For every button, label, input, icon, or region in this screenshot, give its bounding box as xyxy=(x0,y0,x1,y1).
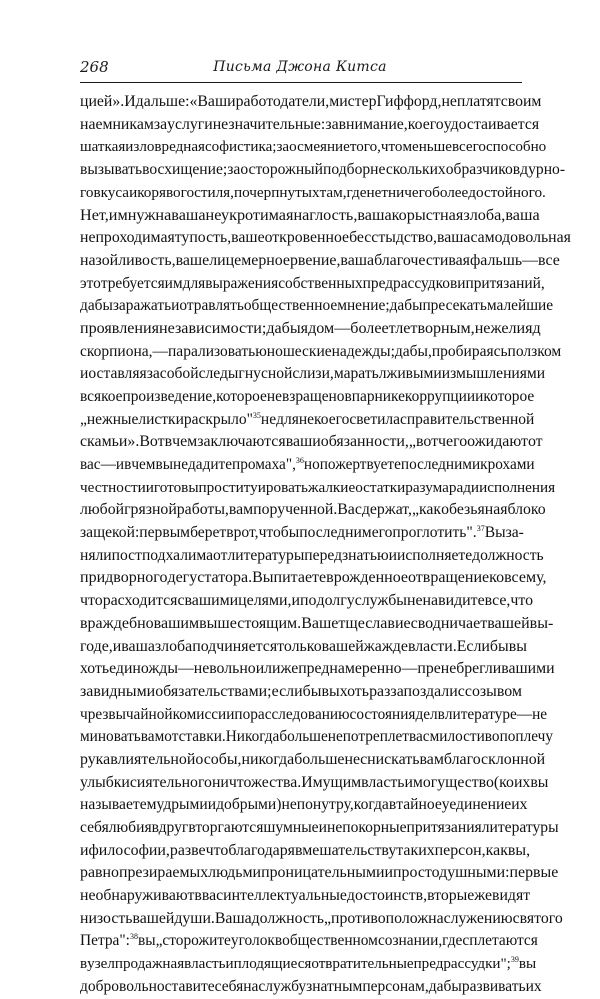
text-line: завидными обязательствами; если бы вы хоть раз запоздали с созывом xyxy=(80,682,522,700)
text-line: себялюбия вдруг вторгаются шумные и непокорные притязания литературы xyxy=(80,819,559,836)
text-line: непроходимая тупость, ваше откровенное бесстыдство, ваша самодовольная xyxy=(80,229,571,247)
text-line: всякое произведение, которое не взращено в парнике коррупции и которое xyxy=(80,387,535,405)
text-line: назойливость, ваше лицемерное рвение, ваша благочестивая фальшь — все xyxy=(80,251,560,269)
text-line: рука влиятельной особы, никогда больше не снискать вам благосклонной xyxy=(80,750,546,768)
text-line: проявления независимости; дабы ядом — более тлетворным, нежели яд xyxy=(80,319,541,337)
header-rule xyxy=(80,82,522,83)
footnote-marker: 36 xyxy=(295,456,304,465)
text-line: „нежные листки раскрыло"$^{35}$ не для некоего светила с правительственной xyxy=(80,410,535,428)
text-line: любой грязной работы, вам порученной. Вас держат, „как обезьяна яблоко xyxy=(80,501,546,519)
page-number: 268 xyxy=(80,58,109,76)
text-line: вызывать восхищение; за осторожный подбор нескольких образчиков дурно- xyxy=(80,161,566,179)
text-line: придворного дегустатора. Вы питаете врожденное отвращение ко всему, xyxy=(80,569,547,587)
text-line: цией». И дальше: «Ваши работодатели, мистер Гиффорд, не платят своим xyxy=(80,93,542,110)
text-line: враждебно вашим вышестоящим. Ваше тщеславие сводничает вашей вы- xyxy=(80,614,554,632)
text-line: хоть единожды — невольно или же преднамеренно — пренебрегли вашими xyxy=(80,660,555,678)
text-line: няли пост подхалима от литературы перед знатью и исполняете должность xyxy=(80,546,544,564)
text-line: го вкуса и корявого стиля, почерпнутых там, где нет ничего более достойного. xyxy=(80,183,546,201)
text-line: улыбки сиятельного ничтожества. Имущим власть и могущество (коих вы xyxy=(80,773,549,791)
footnote-marker: 39 xyxy=(510,955,519,965)
text-line: называете мудрыми и добрыми) не по нутру, когда в тайное уединение их xyxy=(80,796,528,814)
text-line: годе, и ваша злоба подчиняется только вашей жажде власти. Если бы вы xyxy=(80,637,527,655)
text-line: это требуется им для выражения собственных предрассудков и притязаний, xyxy=(80,274,545,292)
text-line: скамьи». Вот в чем заключаются ваши обязанности, „вот чего ожидают от xyxy=(80,433,543,451)
text-line: в узел продажная власть и плодящиеся отвратительные предрассудки";$^{39}$ вы xyxy=(80,955,537,973)
text-line: равно презираемых людьми проницательными и простодушными: первые xyxy=(80,864,559,882)
text-line: что расходится с вашими целями, и по долгу службы ненавидите все, что xyxy=(80,592,534,610)
text-line: чрезвычайной комиссии по расследованию состояния дел в литературе — не xyxy=(80,705,548,723)
text-line: честности и готовы проституировать жалкие остатки разума ради исполнения xyxy=(80,478,556,496)
text-line: за щекой: первым берет в рот, чтобы последним его проглотить".$^{37}$ Вы за- xyxy=(80,524,524,542)
footnote-marker: 38 xyxy=(129,932,138,942)
text-line: Петра":$^{38}$ вы „сторожите уголок в общественном сознании, где сплетаются xyxy=(80,932,538,950)
text-line: низость вашей души. Ваша должность „противоположна служению святого xyxy=(80,909,563,927)
text-line: скорпиона, — парализовать юношеские надежды; дабы, пробираясь ползком xyxy=(80,342,562,360)
text-line: вас — и в чем вы не дадите промаха",$^{36}$ но пожертвуете последними крохами xyxy=(80,456,535,473)
page-header xyxy=(80,56,520,80)
text-line: шаткая и зловредная софистика; за осмеяние того, что меньше всего способно xyxy=(80,139,547,156)
text-line: миновать вам отставки. Никогда больше не потреплет вас милостиво по плечу xyxy=(80,728,553,746)
text-line: и философии, разве что благодаря вмешательству таких персон, как вы, xyxy=(80,841,531,859)
text-line: не обнаруживают в вас интеллектуальные достоинств, вторые же видят xyxy=(80,887,531,905)
footnote-marker: 35 xyxy=(252,410,261,420)
body-text xyxy=(80,91,571,999)
text-line: дабы заражать и отравлять общественное мнение; дабы пресекать малейшие xyxy=(80,297,554,315)
footnote-marker: 37 xyxy=(476,524,485,534)
text-line: Нет, им нужна ваша неукротимая наглость, ваша корыстная злоба, ваша xyxy=(80,206,540,225)
running-title: Письма Джона Китса xyxy=(213,59,387,75)
text-line: добровольно ставите себя на службу знатным персонам, дабы развивать их xyxy=(80,977,542,995)
text-line: и оставляя за собой следы гнусной слизи, марать лживыми измышлениями xyxy=(80,365,546,383)
text-line: наемникам за услуги незначительные: за внимание, коего удостаивается xyxy=(80,115,540,133)
